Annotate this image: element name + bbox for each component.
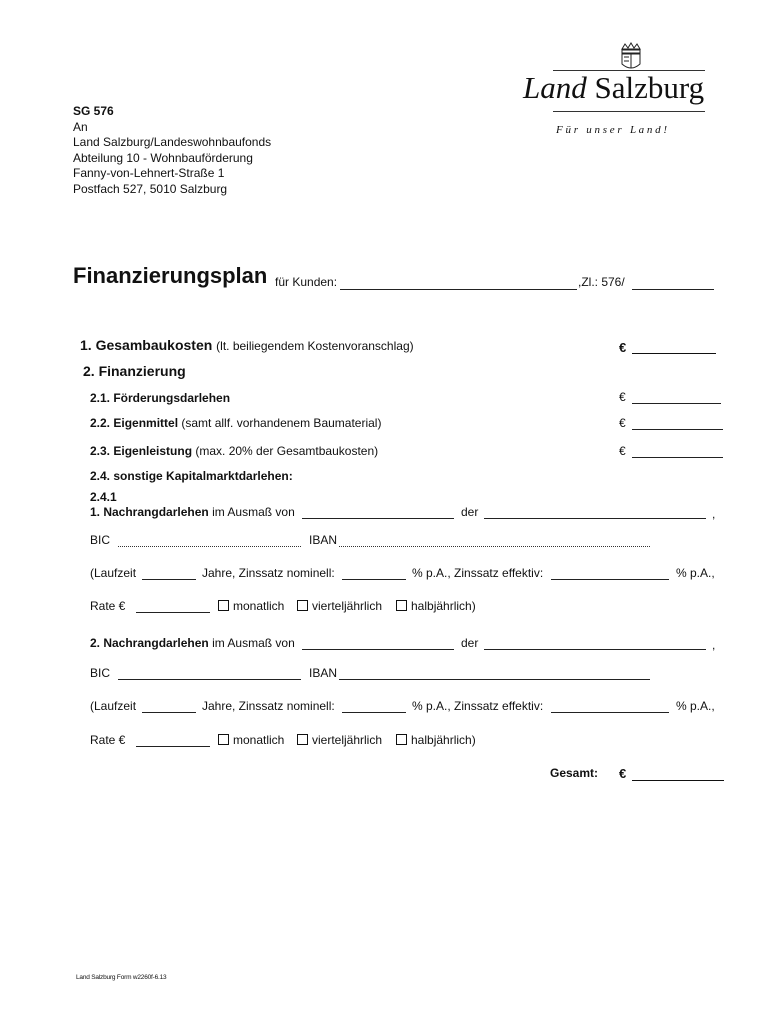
iban-label: IBAN	[309, 666, 338, 680]
zinssatz-nominell-label: Jahre, Zinssatz nominell:	[202, 566, 335, 580]
gesamtbaukosten-amount-field[interactable]	[632, 353, 716, 354]
label-bold: 2. Nachrangdarlehen	[90, 636, 209, 650]
coat-of-arms-icon	[618, 42, 644, 72]
loan1-option-half[interactable]	[396, 599, 476, 613]
logo-land-text: Land	[523, 70, 587, 105]
section-heading: 1. Gesambaukosten	[80, 337, 213, 353]
address-line: Abteilung 10 - Wohnbauförderung	[73, 150, 253, 165]
section-note: (lt. beiliegendem Kostenvoranschlag)	[216, 339, 414, 353]
der-label: der	[461, 505, 479, 519]
loan1-option-monthly[interactable]	[218, 599, 284, 613]
eigenleistung-label	[90, 444, 378, 458]
section-finanzierung-heading: 2. Finanzierung	[83, 363, 186, 379]
loan1-title	[90, 505, 295, 519]
footer-form-id: Land Salzburg Form w2260f-6.13	[76, 974, 167, 981]
customer-label: für Kunden:	[275, 275, 338, 289]
total-amount-field[interactable]	[632, 780, 724, 781]
laufzeit-label: (Laufzeit	[90, 699, 137, 713]
loan2-bic-field[interactable]	[118, 679, 301, 680]
der-label: der	[461, 636, 479, 650]
loan2-laufzeit-field[interactable]	[142, 712, 196, 713]
loan2-amount-field[interactable]	[302, 649, 454, 650]
euro-sign: €	[619, 390, 626, 404]
option-label: vierteljährlich	[312, 599, 383, 613]
loan1-lender-field[interactable]	[484, 518, 706, 519]
zl-label: ,Zl.: 576/	[578, 275, 625, 289]
foerderungsdarlehen-label: 2.1. Förderungsdarlehen	[90, 391, 231, 405]
label-bold: 2.2. Eigenmittel	[90, 416, 179, 430]
iban-label: IBAN	[309, 533, 338, 547]
bic-label: BIC	[90, 666, 111, 680]
loan2-zinssatz-effektiv-field[interactable]	[551, 712, 669, 713]
label-rest: (max. 20% der Gesamtbaukosten)	[195, 444, 379, 458]
eigenleistung-amount-field[interactable]	[632, 457, 723, 458]
checkbox[interactable]	[396, 734, 407, 745]
euro-sign: €	[619, 766, 627, 781]
loan2-title	[90, 636, 295, 650]
section-gesamtbaukosten	[80, 337, 414, 353]
eigenmittel-label	[90, 416, 381, 430]
zl-number-field[interactable]	[632, 289, 714, 290]
label-rest: im Ausmaß von	[212, 505, 295, 519]
total-label: Gesamt:	[550, 766, 599, 780]
customer-name-field[interactable]	[340, 289, 577, 290]
form-code: SG 576	[73, 104, 114, 118]
loan1-zinssatz-nominell-field[interactable]	[342, 579, 406, 580]
comma: ,	[712, 507, 716, 521]
euro-sign: €	[619, 416, 626, 430]
loan2-lender-field[interactable]	[484, 649, 706, 650]
loan1-zinssatz-effektiv-field[interactable]	[551, 579, 669, 580]
loan2-option-quarterly[interactable]	[297, 733, 382, 747]
label-rest: (samt allf. vorhandenem Baumaterial)	[181, 416, 382, 430]
zinssatz-effektiv-label: % p.A., Zinssatz effektiv:	[412, 699, 544, 713]
option-label: monatlich	[233, 599, 285, 613]
address-line: Fanny-von-Lehnert-Straße 1	[73, 166, 225, 180]
checkbox[interactable]	[297, 600, 308, 611]
option-label: vierteljährlich	[312, 733, 383, 747]
loan2-option-half[interactable]	[396, 733, 476, 747]
sender-address-block	[73, 104, 271, 197]
checkbox[interactable]	[297, 734, 308, 745]
eigenmittel-amount-field[interactable]	[632, 429, 723, 430]
rate-label: Rate €	[90, 733, 126, 747]
euro-sign: €	[619, 444, 626, 458]
option-label: monatlich	[233, 733, 285, 747]
foerderungsdarlehen-amount-field[interactable]	[632, 403, 721, 404]
zinssatz-effektiv-label: % p.A., Zinssatz effektiv:	[412, 566, 544, 580]
label-bold: 1. Nachrangdarlehen	[90, 505, 209, 519]
pa-label: % p.A.,	[676, 566, 715, 580]
address-line: Postfach 527, 5010 Salzburg	[73, 181, 228, 196]
subsection-number: 2.4.1	[90, 490, 117, 504]
loan1-laufzeit-field[interactable]	[142, 579, 196, 580]
option-label: halbjährlich)	[411, 599, 476, 613]
loan1-rate-field[interactable]	[136, 612, 210, 613]
logo-wordmark	[523, 70, 704, 106]
loan1-amount-field[interactable]	[302, 518, 454, 519]
loan2-iban-field[interactable]	[339, 679, 650, 680]
loan1-bic-field[interactable]	[118, 546, 301, 547]
address-line: An	[73, 119, 88, 134]
bic-label: BIC	[90, 533, 111, 547]
loan2-rate-field[interactable]	[136, 746, 210, 747]
logo-salzburg-text: Salzburg	[594, 70, 705, 105]
comma: ,	[712, 638, 716, 652]
loan1-option-quarterly[interactable]	[297, 599, 382, 613]
address-line: Land Salzburg/Landeswohnbaufonds	[73, 135, 272, 149]
loan1-iban-field[interactable]	[339, 546, 650, 547]
loan2-zinssatz-nominell-field[interactable]	[342, 712, 406, 713]
pa-label: % p.A.,	[676, 699, 715, 713]
loan2-option-monthly[interactable]	[218, 733, 284, 747]
checkbox[interactable]	[218, 600, 229, 611]
kapitalmarktdarlehen-label: 2.4. sonstige Kapitalmarktdarlehen:	[90, 469, 293, 483]
rate-label: Rate €	[90, 599, 126, 613]
zinssatz-nominell-label: Jahre, Zinssatz nominell:	[202, 699, 335, 713]
page-title: Finanzierungsplan	[73, 263, 268, 288]
option-label: halbjährlich)	[411, 733, 476, 747]
checkbox[interactable]	[218, 734, 229, 745]
laufzeit-label: (Laufzeit	[90, 566, 137, 580]
label-rest: im Ausmaß von	[212, 636, 295, 650]
checkbox[interactable]	[396, 600, 407, 611]
logo-bottom-rule	[553, 111, 705, 112]
euro-sign: €	[619, 340, 627, 355]
label-bold: 2.3. Eigenleistung	[90, 444, 193, 458]
logo-slogan: F ü r u n s e r L a n d !	[556, 124, 668, 136]
